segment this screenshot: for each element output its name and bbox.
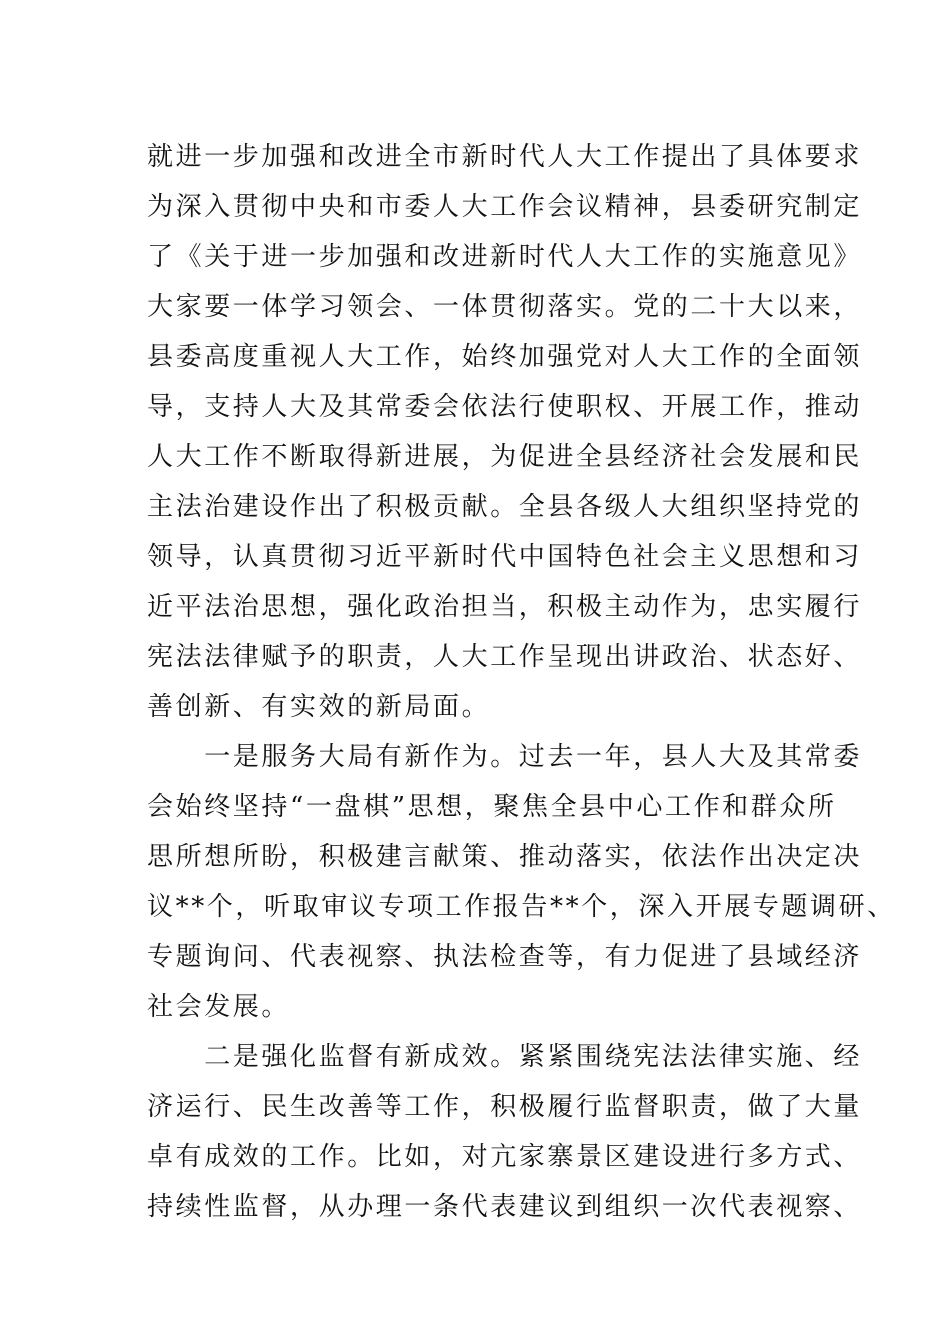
text-line: 主法治建设作出了积极贡献。全县各级人大组织坚持党的 [147, 492, 863, 522]
text-line: 议**个，听取审议专项工作报告**个，深入开展专题调研、 [147, 892, 896, 922]
text-line: 会始终坚持“一盘棋”思想，聚焦全县中心工作和群众所 [147, 792, 837, 822]
text-line: 社会发展。 [147, 992, 291, 1022]
text-line: 近平法治思想，强化政治担当，积极主动作为，忠实履行 [147, 592, 863, 622]
text-line: 宪法法律赋予的职责，人大工作呈现出讲政治、状态好、 [147, 642, 863, 672]
text-line: 一是服务大局有新作为。过去一年，县人大及其常委 [147, 742, 863, 772]
body-text [147, 132, 896, 1232]
text-line: 了《关于进一步加强和改进新时代人大工作的实施意见》 [147, 242, 863, 272]
text-line: 县委高度重视人大工作，始终加强党对人大工作的全面领 [147, 342, 863, 372]
text-line: 人大工作不断取得新进展，为促进全县经济社会发展和民 [147, 442, 863, 472]
text-line: 领导，认真贯彻习近平新时代中国特色社会主义思想和习 [147, 542, 863, 572]
text-line: 导，支持人大及其常委会依法行使职权、开展工作，推动 [147, 392, 863, 422]
text-line: 大家要一体学习领会、一体贯彻落实。党的二十大以来， [147, 292, 863, 322]
text-line: 持续性监督，从办理一条代表建议到组织一次代表视察、 [147, 1192, 863, 1222]
text-line: 二是强化监督有新成效。紧紧围绕宪法法律实施、经 [147, 1042, 863, 1072]
text-line: 就进一步加强和改进全市新时代人大工作提出了具体要求 [147, 142, 863, 172]
text-line: 为深入贯彻中央和市委人大工作会议精神，县委研究制定 [147, 192, 863, 222]
text-line: 专题询问、代表视察、执法检查等，有力促进了县域经济 [147, 942, 863, 972]
text-line: 善创新、有实效的新局面。 [147, 692, 491, 722]
text-line: 思所想所盼，积极建言献策、推动落实，依法作出决定决 [147, 842, 863, 872]
text-line: 卓有成效的工作。比如，对亢家寨景区建设进行多方式、 [147, 1142, 863, 1172]
text-line: 济运行、民生改善等工作，积极履行监督职责，做了大量 [147, 1092, 863, 1122]
